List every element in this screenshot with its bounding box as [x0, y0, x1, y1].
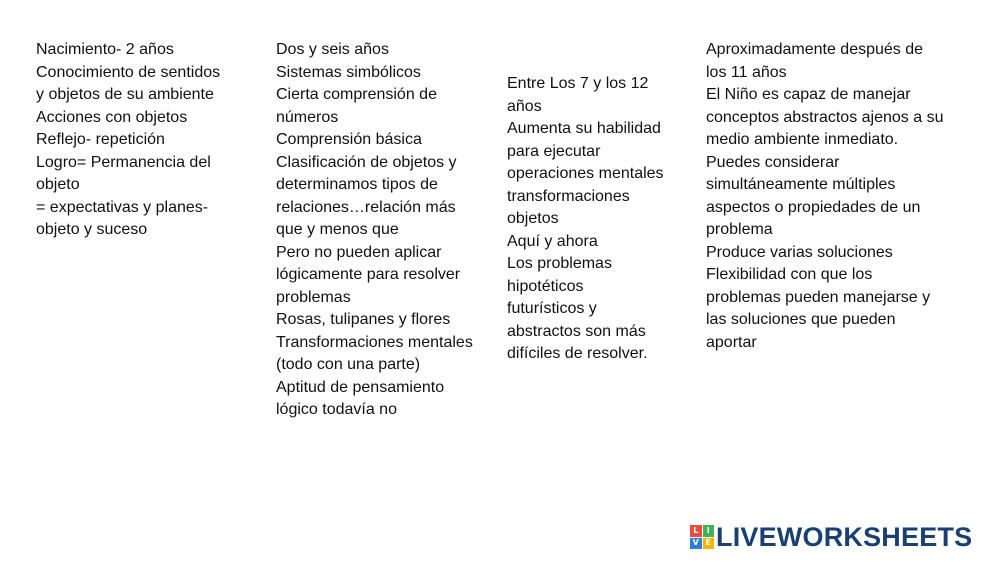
- text-line: medio ambiente inmediato.: [706, 131, 899, 148]
- column-sensorimotor: [36, 39, 251, 242]
- text-line: Comprensión básica: [276, 131, 422, 148]
- text-line: objeto: [36, 176, 80, 193]
- text-line: Los problemas: [507, 255, 612, 272]
- text-line: Conocimiento de sentidos: [36, 63, 221, 81]
- text-line: las soluciones que pueden: [706, 311, 896, 328]
- text-line: problemas: [276, 288, 351, 306]
- logo-letter-v: V: [690, 538, 702, 550]
- text-line: Entre Los 7 y los 12: [507, 75, 649, 92]
- logo-letter-i: I: [703, 525, 715, 537]
- text-line: Logro= Permanencia del: [36, 153, 211, 171]
- text-line: Sistemas simbólicos: [276, 63, 421, 81]
- text-line: Aproximadamente después de: [706, 41, 924, 58]
- text-line: (todo con una parte): [276, 356, 421, 373]
- logo-letter-e: E: [703, 538, 715, 550]
- liveworksheets-brand: [690, 522, 972, 552]
- text-line: operaciones mentales: [507, 165, 664, 182]
- text-line: Acciones con objetos: [36, 108, 188, 126]
- text-line: Dos y seis años: [276, 41, 389, 58]
- text-line: relaciones…relación más: [276, 198, 456, 216]
- text-line: para ejecutar: [507, 142, 601, 160]
- column-preoperational: [276, 39, 491, 422]
- text-line: Puedes considerar: [706, 153, 840, 171]
- text-line: lógico todavía no: [276, 401, 397, 418]
- text-line: años: [507, 97, 542, 115]
- text-line: difíciles de resolver.: [507, 345, 648, 362]
- liveworksheets-logo-icon: [690, 525, 714, 549]
- text-line: Produce varias soluciones: [706, 243, 893, 261]
- text-line: Aquí y ahora: [507, 232, 598, 250]
- text-line: Aptitud de pensamiento: [276, 378, 445, 396]
- column-concrete-operational: [507, 73, 687, 366]
- text-line: transformaciones: [507, 187, 630, 205]
- text-line: problema: [706, 221, 773, 238]
- text-line: lógicamente para resolver: [276, 266, 461, 283]
- text-line: Flexibilidad con que los: [706, 266, 873, 283]
- text-line: Transformaciones mentales: [276, 333, 473, 351]
- text-line: futurísticos y: [507, 300, 597, 317]
- text-line: El Niño es capaz de manejar: [706, 86, 911, 103]
- text-line: objeto y suceso: [36, 221, 148, 238]
- text-line: simultáneamente múltiples: [706, 176, 896, 193]
- text-line: que y menos que: [276, 221, 399, 238]
- text-line: Nacimiento- 2 años: [36, 41, 174, 58]
- text-line: Pero no pueden aplicar: [276, 243, 442, 261]
- text-line: aportar: [706, 333, 757, 351]
- text-line: hipotéticos: [507, 277, 584, 295]
- text-line: y objetos de su ambiente: [36, 86, 214, 103]
- text-line: Rosas, tulipanes y flores: [276, 311, 451, 328]
- text-line: objetos: [507, 210, 559, 227]
- text-line: Aumenta su habilidad: [507, 120, 661, 137]
- text-line: determinamos tipos de: [276, 176, 438, 193]
- text-line: = expectativas y planes-: [36, 198, 209, 216]
- text-line: los 11 años: [706, 63, 787, 81]
- text-line: Reflejo- repetición: [36, 131, 165, 148]
- text-line: Clasificación de objetos y: [276, 153, 457, 171]
- text-line: abstractos son más: [507, 322, 646, 340]
- brand-name: LIVEWORKSHEETS: [716, 521, 973, 552]
- text-line: números: [276, 108, 339, 126]
- column-formal-operational: [706, 39, 966, 354]
- logo-letter-l: L: [690, 525, 702, 537]
- text-line: problemas pueden manejarse y: [706, 288, 931, 306]
- text-line: conceptos abstractos ajenos a su: [706, 108, 944, 126]
- text-line: aspectos o propiedades de un: [706, 198, 921, 216]
- text-line: Cierta comprensión de: [276, 86, 437, 103]
